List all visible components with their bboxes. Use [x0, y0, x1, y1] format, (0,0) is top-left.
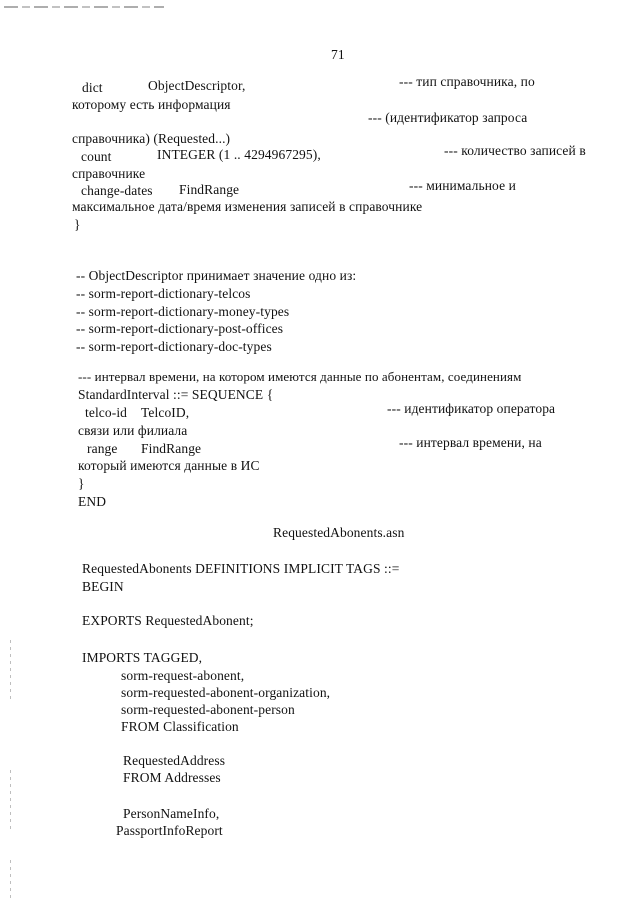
code-comment: -- sorm-report-dictionary-telcos [76, 286, 251, 301]
code-line: BEGIN [82, 579, 124, 594]
code-line: END [78, 494, 107, 509]
scan-artifact-left [10, 770, 11, 830]
code-line: FROM Classification [121, 719, 239, 734]
code-comment: --- интервал времени, на [399, 435, 542, 450]
code-line: TelcoID, [141, 405, 190, 420]
code-line: StandardInterval ::= SEQUENCE { [78, 387, 274, 402]
code-line: ObjectDescriptor, [148, 78, 246, 93]
code-comment: -- sorm-report-dictionary-post-offices [76, 321, 284, 336]
scan-artifact-top [4, 6, 164, 8]
code-comment: -- sorm-report-dictionary-money-types [76, 304, 290, 319]
scan-artifact-left [10, 640, 11, 700]
code-line: IMPORTS TAGGED, [82, 650, 203, 665]
code-line: count [81, 149, 112, 164]
code-comment: связи или филиала [78, 423, 188, 438]
code-comment: --- тип справочника, по [399, 74, 535, 89]
code-line: EXPORTS RequestedAbonent; [82, 613, 254, 628]
code-comment: --- количество записей в [444, 143, 586, 158]
code-comment: -- ObjectDescriptor принимает значение одно из: [76, 268, 357, 283]
code-line: range [87, 441, 118, 456]
code-line: sorm-request-abonent, [121, 668, 245, 683]
code-comment: максимальное дата/время изменения записей в справочнике [72, 199, 423, 214]
code-comment: --- (идентификатор запроса [368, 110, 528, 125]
scan-artifact-left [10, 860, 11, 900]
code-line: FROM Addresses [123, 770, 221, 785]
code-line: telco-id [85, 405, 128, 420]
code-comment: -- sorm-report-dictionary-doc-types [76, 339, 272, 354]
page-number: 71 [331, 47, 345, 62]
code-line: PersonNameInfo, [123, 806, 220, 821]
code-line: FindRange [179, 182, 240, 197]
section-heading: RequestedAbonents.asn [273, 525, 405, 540]
code-line: INTEGER (1 .. 4294967295), [157, 147, 321, 162]
code-line: RequestedAbonents DEFINITIONS IMPLICIT TAGS ::= [82, 561, 400, 576]
code-line: } [78, 476, 85, 491]
code-comment: --- интервал времени, на котором имеются данные по абонентам, соединениям [78, 369, 522, 384]
code-comment: справочника) (Requested...) [72, 131, 231, 146]
code-line: PassportInfoReport [116, 823, 223, 838]
code-comment: --- идентификатор оператора [387, 401, 556, 416]
code-line: change-dates [81, 183, 153, 198]
code-comment: справочнике [72, 166, 146, 181]
code-line: } [74, 217, 81, 232]
code-line: FindRange [141, 441, 202, 456]
code-comment: --- минимальное и [409, 178, 516, 193]
code-comment: который имеются данные в ИС [78, 458, 260, 473]
code-line: sorm-requested-abonent-organization, [121, 685, 331, 700]
code-line: dict [82, 80, 103, 95]
code-line: sorm-requested-abonent-person [121, 702, 295, 717]
code-line: RequestedAddress [123, 753, 226, 768]
code-comment: которому есть информация [72, 97, 231, 112]
